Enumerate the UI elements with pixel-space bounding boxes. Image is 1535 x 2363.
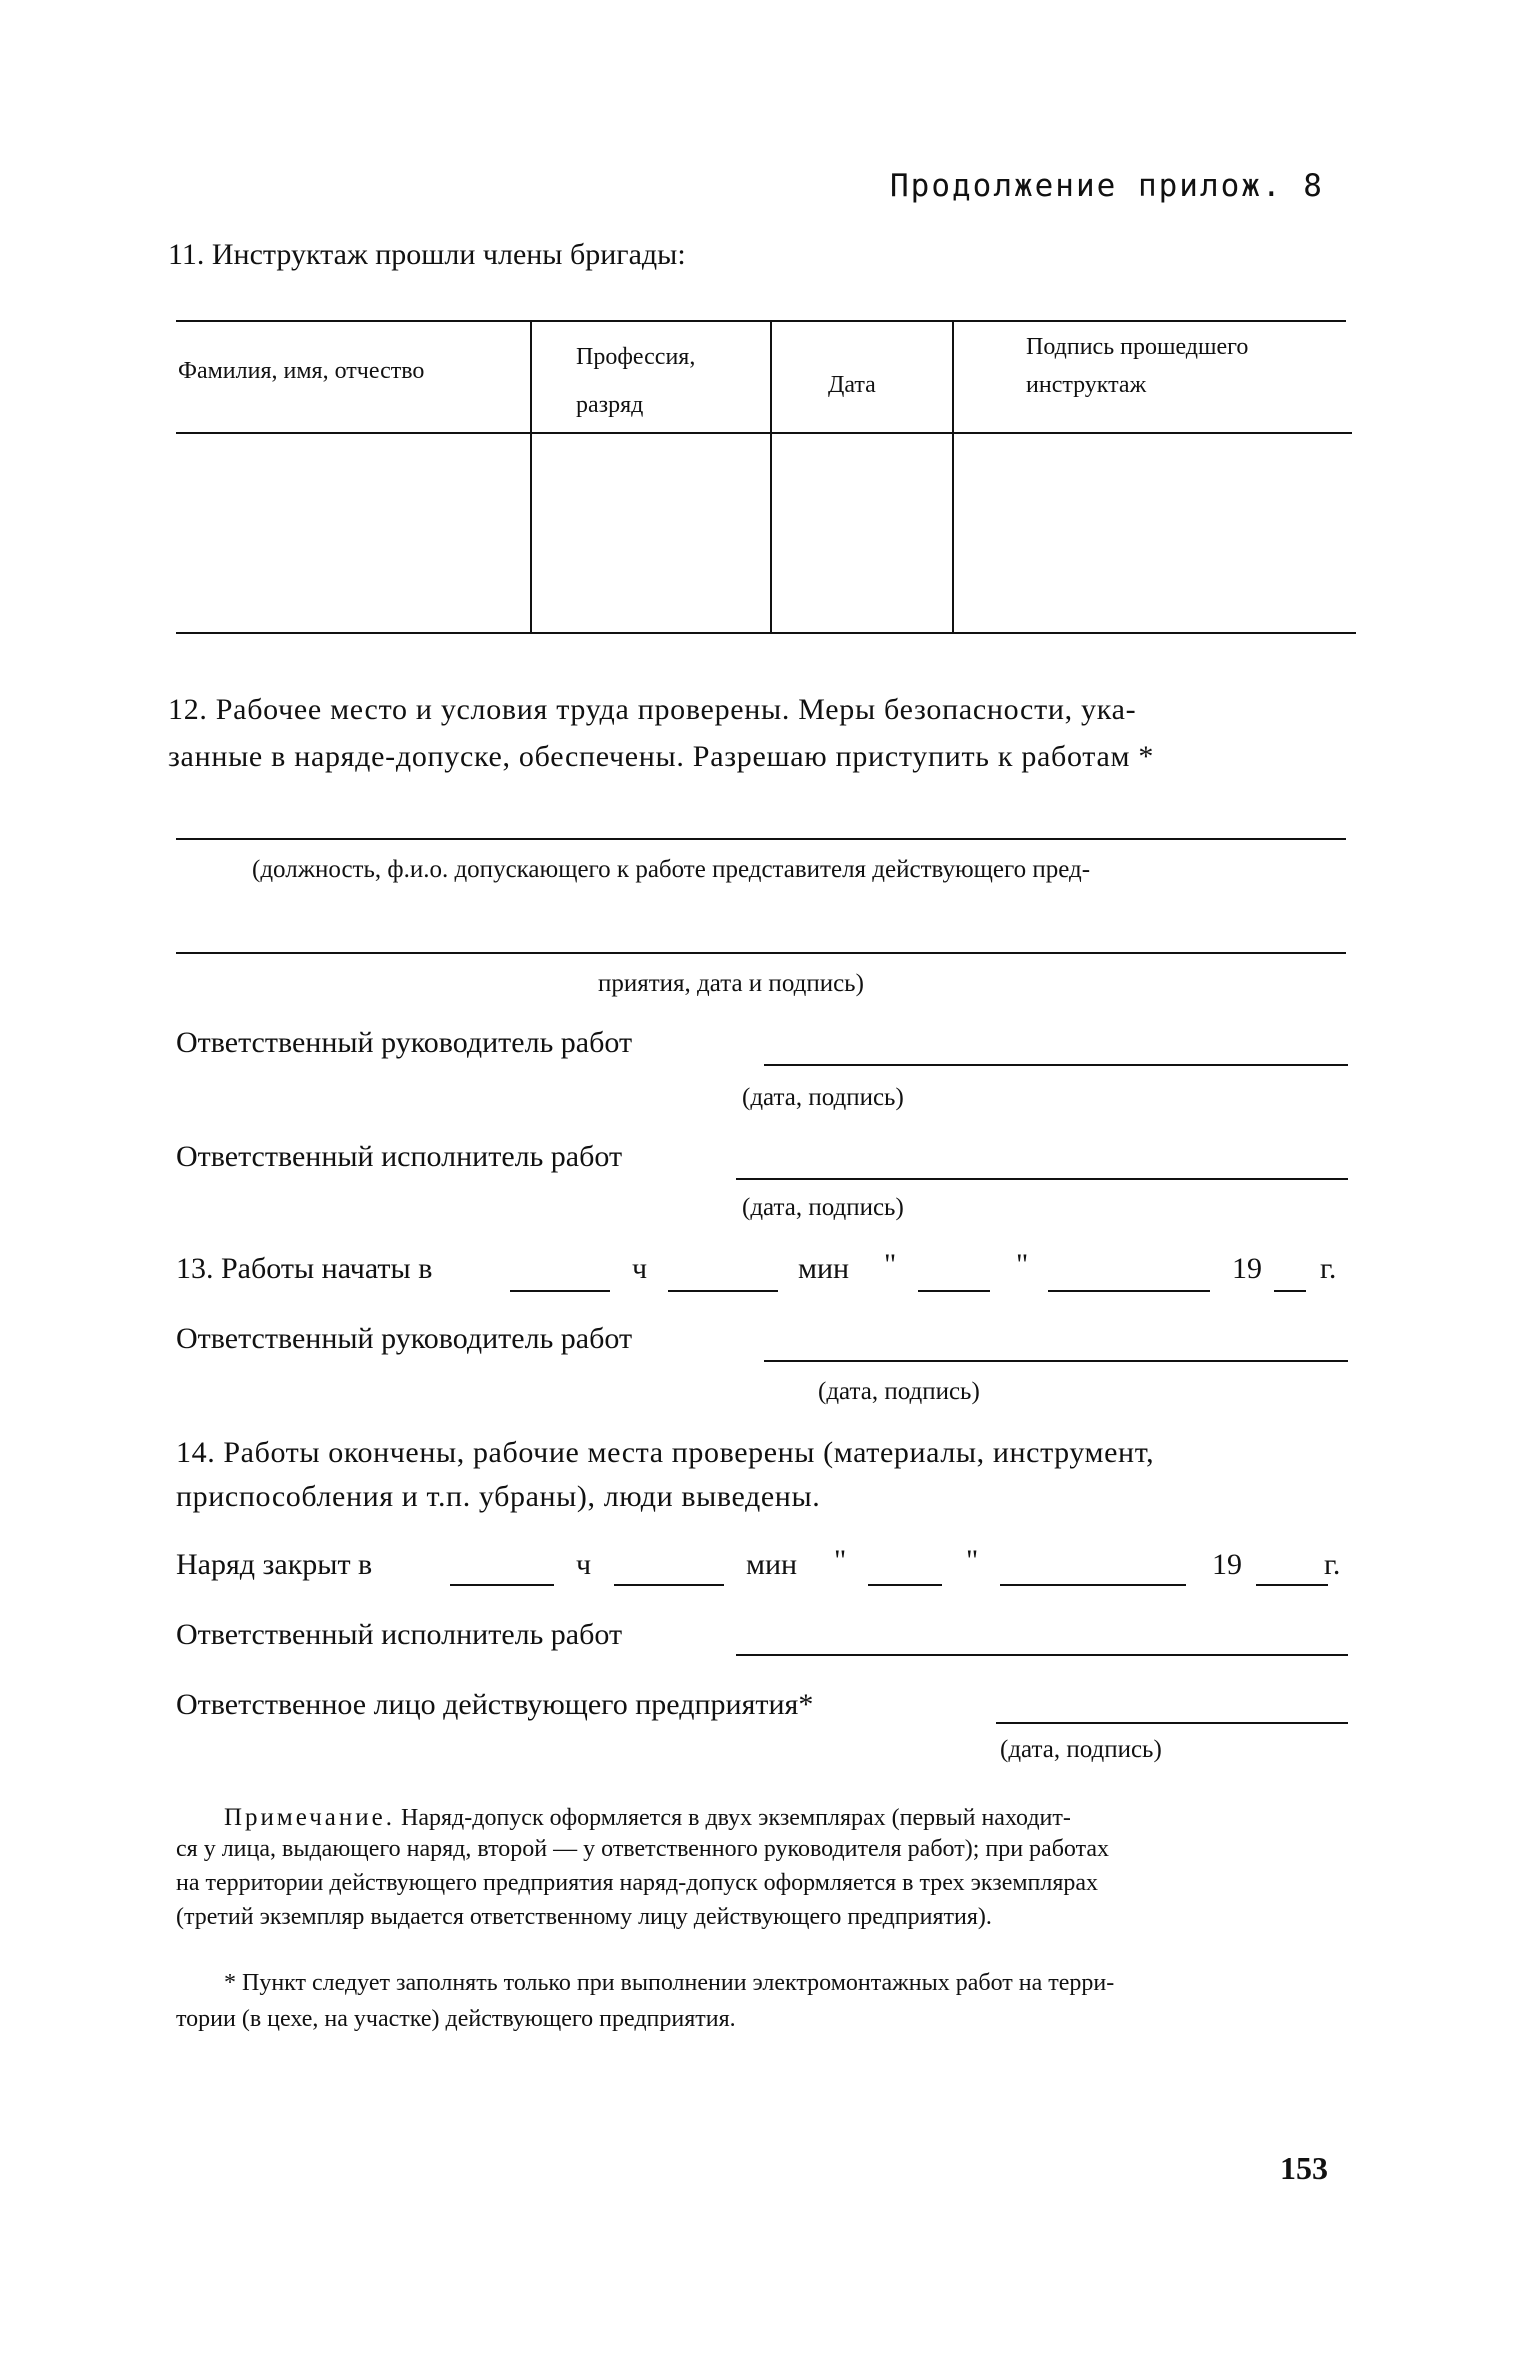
resp-executor-label-2: Ответственный исполнитель работ xyxy=(176,1618,623,1651)
section-14-line1: 14. Работы окончены, рабочие места проверены (материалы, инструмент, xyxy=(176,1436,1155,1469)
note-text-1: Наряд-допуск оформляется в двух экземплярах (первый находит- xyxy=(395,1805,1071,1831)
admitter-fill-line[interactable] xyxy=(176,838,1346,840)
close-year-field[interactable] xyxy=(1256,1584,1328,1586)
year-prefix-2: 19 xyxy=(1212,1548,1242,1581)
resp-manager-label: Ответственный руководитель работ xyxy=(176,1026,633,1059)
quote-close: " xyxy=(1016,1248,1029,1281)
admitter-fill-line-2[interactable] xyxy=(176,952,1346,954)
footnote-line-1: * Пункт следует заполнять только при выполнении электромонтажных работ на терри- xyxy=(224,1970,1115,1996)
page-number: 153 xyxy=(1280,2150,1328,2186)
admitter-caption: (должность, ф.и.о. допускающего к работе представителя действующего пред- xyxy=(252,856,1091,883)
table-col-divider xyxy=(952,320,954,632)
resp-manager-sign-line[interactable] xyxy=(764,1064,1348,1066)
table-bottom-rule xyxy=(176,632,1356,634)
close-day-field[interactable] xyxy=(868,1584,942,1586)
start-year-field[interactable] xyxy=(1274,1290,1306,1292)
note-text-3: на территории действующего предприятия наряд-допуск оформляется в трех экземплярах xyxy=(176,1870,1099,1896)
start-day-field[interactable] xyxy=(918,1290,990,1292)
col-header-signature-2: инструктаж xyxy=(1026,372,1147,398)
resp-executor-sign-line-2[interactable] xyxy=(736,1654,1348,1656)
footnote-line-2: тории (в цехе, на участке) действующего предприятия. xyxy=(176,2006,736,2032)
date-sign-caption: (дата, подпись) xyxy=(742,1194,904,1221)
section-14-line2: приспособления и т.п. убраны), люди выведены. xyxy=(176,1480,821,1513)
close-month-field[interactable] xyxy=(1000,1584,1186,1586)
col-header-profession: Профессия, xyxy=(576,344,696,370)
continuation-header: Продолжение прилож. 8 xyxy=(890,168,1324,204)
date-sign-caption: (дата, подпись) xyxy=(818,1378,980,1405)
resp-executor-label: Ответственный исполнитель работ xyxy=(176,1140,623,1173)
date-sign-caption: (дата, подпись) xyxy=(1000,1736,1162,1763)
start-month-field[interactable] xyxy=(1048,1290,1210,1292)
quote-close-2: " xyxy=(966,1544,979,1577)
year-suffix: г. xyxy=(1320,1252,1337,1285)
start-minute-field[interactable] xyxy=(668,1290,778,1292)
start-hour-field[interactable] xyxy=(510,1290,610,1292)
year-suffix-2: г. xyxy=(1324,1548,1341,1581)
resp-manager-sign-line-2[interactable] xyxy=(764,1360,1348,1362)
date-sign-caption: (дата, подпись) xyxy=(742,1084,904,1111)
year-prefix: 19 xyxy=(1232,1252,1262,1285)
admitter-caption-2: приятия, дата и подпись) xyxy=(598,970,864,997)
table-col-divider xyxy=(530,320,532,632)
hour-unit-2: ч xyxy=(576,1548,592,1581)
close-hour-field[interactable] xyxy=(450,1584,554,1586)
table-col-divider xyxy=(770,320,772,632)
table-top-rule xyxy=(176,320,1346,322)
resp-executor-sign-line[interactable] xyxy=(736,1178,1348,1180)
col-header-grade: разряд xyxy=(576,392,644,418)
quote-open: " xyxy=(884,1248,897,1281)
col-header-signature: Подпись прошедшего xyxy=(1026,334,1249,360)
minute-unit-2: мин xyxy=(746,1548,798,1581)
order-closed-label: Наряд закрыт в xyxy=(176,1548,373,1581)
section-11-title: 11. Инструктаж прошли члены бригады: xyxy=(168,238,686,271)
work-started-label: 13. Работы начаты в xyxy=(176,1252,433,1285)
resp-manager-label-2: Ответственный руководитель работ xyxy=(176,1322,633,1355)
note-text-2: ся у лица, выдающего наряд, второй — у ответственного руководителя работ); при работах xyxy=(176,1836,1110,1862)
resp-person-label: Ответственное лицо действующего предприятия* xyxy=(176,1688,814,1721)
resp-person-sign-line[interactable] xyxy=(996,1722,1348,1724)
section-12-line2: занные в наряде-допуске, обеспечены. Разрешаю приступить к работам * xyxy=(168,740,1155,773)
close-minute-field[interactable] xyxy=(614,1584,724,1586)
hour-unit: ч xyxy=(632,1252,648,1285)
table-header-rule xyxy=(176,432,1352,434)
section-12-line1: 12. Рабочее место и условия труда проверены. Меры безопасности, ука- xyxy=(168,693,1137,726)
minute-unit: мин xyxy=(798,1252,850,1285)
col-header-fullname: Фамилия, имя, отчество xyxy=(178,358,425,384)
note-label: Примечание. xyxy=(224,1804,396,1831)
col-header-date: Дата xyxy=(828,372,876,398)
quote-open-2: " xyxy=(834,1544,847,1577)
note-text-4: (третий экземпляр выдается ответственному лицу действующего предприятия). xyxy=(176,1904,992,1930)
note-first-line xyxy=(224,1800,1071,1836)
